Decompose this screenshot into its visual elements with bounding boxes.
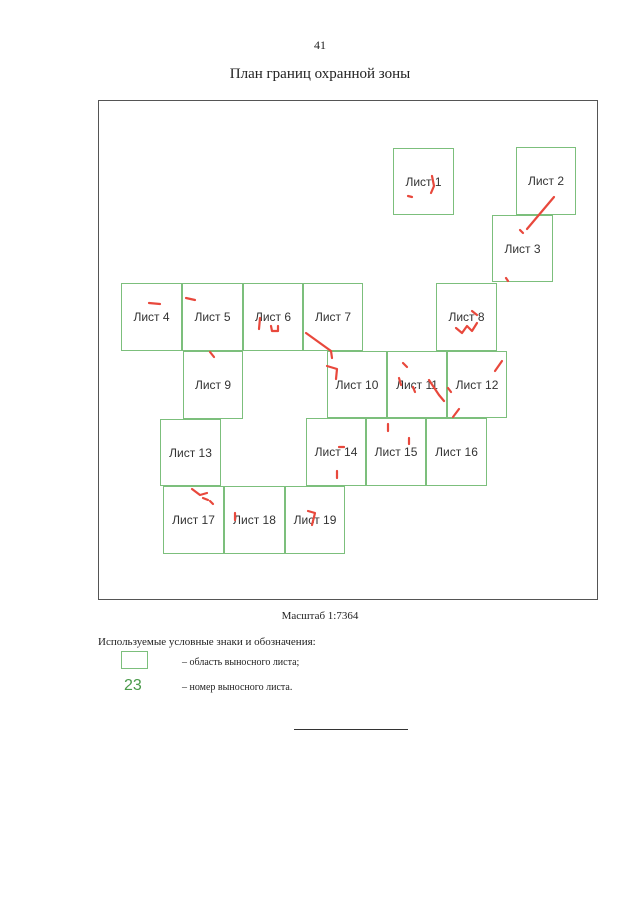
legend-number-text: – номер выносного листа. <box>182 682 293 693</box>
sheet-label: Лист 8 <box>448 310 485 324</box>
legend-area-text: – область выносного листа; <box>182 657 300 668</box>
sheet-5[interactable] <box>182 283 243 351</box>
sheet-label: Лист 4 <box>133 310 170 324</box>
sheet-1[interactable] <box>393 148 454 215</box>
sheet-label: Лист 17 <box>172 513 215 527</box>
sheet-label: Лист 16 <box>435 445 478 459</box>
bottom-divider <box>294 729 408 730</box>
sheet-label: Лист 15 <box>374 445 418 459</box>
sheet-label: Лист 12 <box>455 377 499 392</box>
sheet-label: Лист 11 <box>396 377 438 392</box>
sheet-11[interactable] <box>387 351 447 418</box>
sheet-label: Лист 1 <box>405 174 442 189</box>
legend-title: Используемые условные знаки и обозначения: <box>98 636 316 648</box>
sheet-7[interactable] <box>303 283 363 351</box>
sheet-label: Лист 7 <box>314 310 352 324</box>
scale-label: Масштаб 1:7364 <box>281 610 359 622</box>
sheet-13[interactable] <box>160 419 221 486</box>
sheet-label: Лист 13 <box>169 445 212 460</box>
map-frame <box>98 100 598 600</box>
sheet-15[interactable] <box>366 418 426 486</box>
sheet-label: Лист 18 <box>233 513 276 527</box>
sheet-3[interactable] <box>492 215 553 282</box>
sheet-10[interactable] <box>327 351 387 418</box>
page-title: План границ охранной зоны <box>229 66 411 82</box>
sheet-9[interactable] <box>183 351 243 419</box>
sheet-label: Лист 10 <box>335 377 379 392</box>
sheet-6[interactable] <box>243 283 303 351</box>
sheet-label: Лист 14 <box>314 445 358 459</box>
sheet-17[interactable] <box>163 486 224 554</box>
sheet-label: Лист 3 <box>504 241 541 256</box>
sheet-label: Лист 6 <box>254 310 292 324</box>
sheet-label: Лист 5 <box>194 310 231 324</box>
sheet-label: Лист 2 <box>527 174 565 188</box>
sheet-16[interactable] <box>426 418 487 486</box>
sheet-4[interactable] <box>121 283 182 351</box>
legend-sheet-area-sample <box>121 651 148 669</box>
sheet-2[interactable] <box>516 147 576 215</box>
legend-number-sample: 23 <box>124 677 142 694</box>
sheet-14[interactable] <box>306 418 366 486</box>
sheet-8[interactable] <box>436 283 497 351</box>
sheet-19[interactable] <box>285 486 345 554</box>
sheet-12[interactable] <box>447 351 507 418</box>
page-number: 41 <box>314 38 326 52</box>
sheet-label: Лист 19 <box>293 513 337 527</box>
sheet-label: Лист 9 <box>194 378 232 392</box>
sheet-18[interactable] <box>224 486 285 554</box>
